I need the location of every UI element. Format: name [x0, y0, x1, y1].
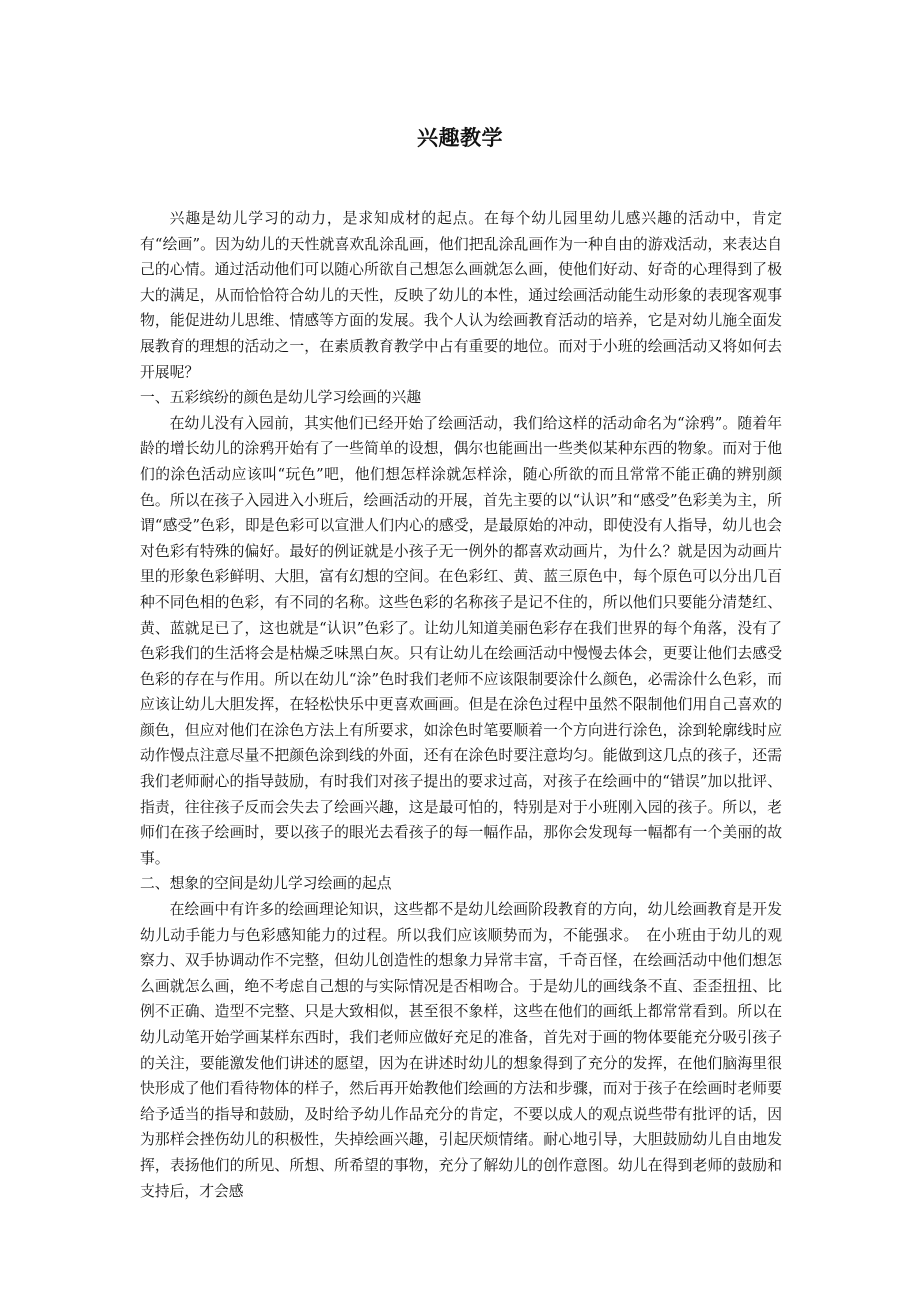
section-2-paragraph: 在绘画中有许多的绘画理论知识，这些都不是幼儿绘画阶段教育的方向，幼儿绘画教育是开发幼儿动手能力与色彩感知能力的过程。所以我们应该顺势而为，不能强求。 在小班由于幼儿的观察力、双手协调动作不完整，但幼儿创造性的想象力异常丰富，千奇百怪，在绘画活动中他们想怎么画就怎么画，绝不考虑自己想的与实际情况是否相吻合。于是幼儿的画线条不直、歪歪扭扭、比例不正确、造型不完整、只是大致相似，甚至很不象样，这些在他们的画纸上都常常看到。所以在幼儿动笔开始学画某样东西时，我们老师应做好充足的准备，首先对于画的物体要能充分吸引孩子的关注，要能激发他们讲述的愿望，因为在讲述时幼儿的想象得到了充分的发挥，在他们脑海里很快形成了他们看待物体的样子，然后再开始教他们绘画的方法和步骤，而对于孩子在绘画时老师要给予适当的指导和鼓励，及时给予幼儿作品充分的肯定，不要以成人的观点说些带有批评的话，因为那样会挫伤幼儿的积极性，失掉绘画兴趣，引起厌烦情绪。耐心地引导，大胆鼓励幼儿自由地发挥，表扬他们的所见、所想、所希望的事物，充分了解幼儿的创作意图。幼儿在得到老师的鼓励和支持后，才会感 [140, 901, 782, 1200]
section-heading-1: 一、五彩缤纷的颜色是幼儿学习绘画的兴趣 [140, 389, 422, 407]
intro-paragraph: 兴趣是幼儿学习的动力，是求知成材的起点。在每个幼儿园里幼儿感兴趣的活动中，肯定有“绘画”。因为幼儿的天性就喜欢乱涂乱画，他们把乱涂乱画作为一种自由的游戏活动，来表达自己的心情。通过活动他们可以随心所欲自己想怎么画就怎么画，使他们好动、好奇的心理得到了极大的满足，从而恰恰符合幼儿的天性，反映了幼儿的本性，通过绘画活动能生动形象的表现客观事物，能促进幼儿思维、情感等方面的发展。我个人认为绘画教育活动的培养，它是对幼儿施全面发展教育的理想的活动之一，在素质教育教学中占有重要的地位。而对于小班的绘画活动又将如何去开展呢？ [140, 210, 782, 381]
section-1-paragraph: 在幼儿没有入园前，其实他们已经开始了绘画活动，我们给这样的活动命名为“涂鸦”。随着年龄的增长幼儿的涂鸦开始有了一些简单的设想，偶尔也能画出一些类似某种东西的物象。而对于他们的涂色活动应该叫“玩色”吧，他们想怎样涂就怎样涂，随心所欲的而且常常不能正确的辨别颜色。所以在孩子入园进入小班后，绘画活动的开展，首先主要的以“认识”和“感受”色彩美为主，所谓“感受”色彩，即是色彩可以宣泄人们内心的感受，是最原始的冲动，即使没有人指导，幼儿也会对色彩有特殊的偏好。最好的例证就是小孩子无一例外的都喜欢动画片，为什么？就是因为动画片里的形象色彩鲜明、大胆，富有幻想的空间。在色彩红、黄、蓝三原色中，每个原色可以分出几百种不同色相的色彩，有不同的名称。这些色彩的名称孩子是记不住的，所以他们只要能分清楚红、黄、蓝就足已了，这也就是“认识”色彩了。让幼儿知道美丽色彩存在我们世界的每个角落，没有了色彩我们的生活将会是枯燥乏味黑白灰。只有让幼儿在绘画活动中慢慢去体会，更要让他们去感受色彩的存在与作用。所以在幼儿“涂”色时我们老师不应该限制要涂什么颜色，必需涂什么色彩，而应该让幼儿大胆发挥，在轻松快乐中更喜欢画画。但是在涂色过程中虽然不限制他们用自己喜欢的颜色，但应对他们在涂色方法上有所要求，如涂色时笔要顺着一个方向进行涂色，涂到轮廓线时应动作慢点注意尽量不把颜色涂到线的外面，还有在涂色时要注意均匀。能做到这几点的孩子，还需我们老师耐心的指导鼓励，有时我们对孩子提出的要求过高，对孩子在绘画中的“错误”加以批评、指责，往往孩子反而会失去了绘画兴趣，这是最可怕的，特别是对于小班刚入园的孩子。所以，老师们在孩子绘画时，要以孩子的眼光去看孩子的每一幅作品，那你会发现每一幅都有一个美丽的故事。 [140, 414, 782, 867]
document-body [140, 206, 782, 1204]
section-heading-2: 二、想象的空间是幼儿学习绘画的起点 [140, 875, 392, 893]
document-title: 兴趣教学 [417, 125, 503, 150]
